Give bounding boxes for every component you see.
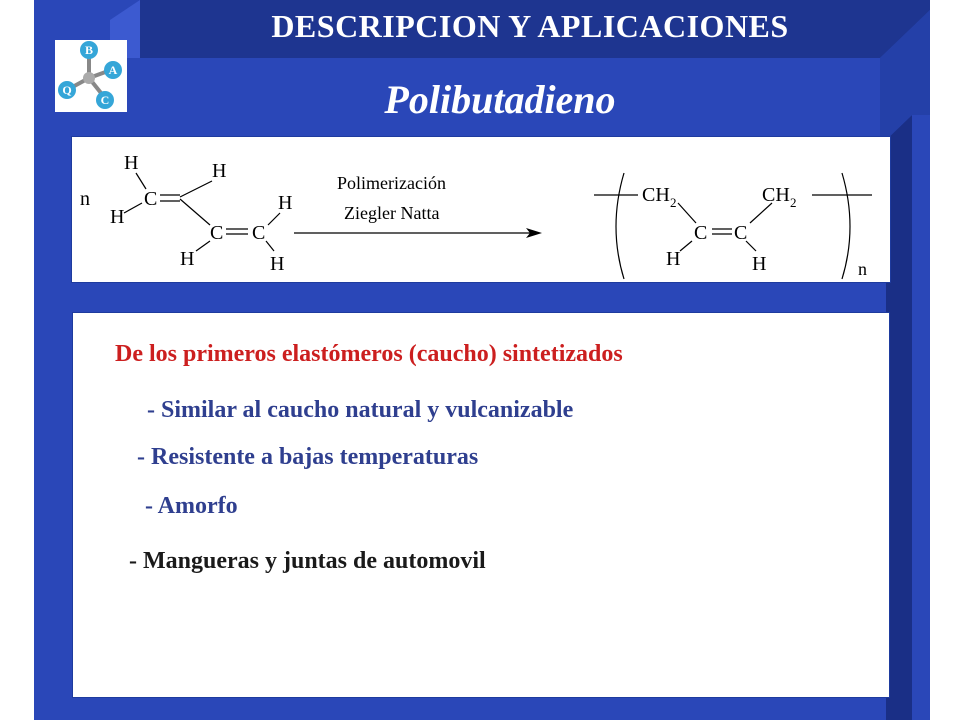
atom-h: H [212,160,227,182]
atom-c: C [144,188,158,210]
atom-h: H [270,253,285,275]
group-ch2: CH [642,184,670,206]
logo-letter-c: C [100,93,110,107]
slide-title: Polibutadieno [384,77,616,122]
atom-h: H [180,248,195,270]
monomer-coefficient: n [80,188,90,210]
atom-h: H [666,248,681,270]
atom-h: H [278,192,293,214]
section-header-title: DESCRIPCION Y APLICACIONES [271,8,789,44]
bullet-item: - Mangueras y juntas de automovil [129,548,486,574]
reaction-arrow [294,228,542,238]
logo-letter-q: Q [62,83,72,97]
atom-h: H [110,206,125,228]
subscript-2: 2 [670,195,677,210]
group-ch2: CH [762,184,790,206]
content-heading: De los primeros elastómeros (caucho) sintetizados [115,341,623,367]
atom-c: C [734,222,748,244]
atom-h: H [752,253,767,275]
content-panel [72,312,890,698]
polymer-subscript-n: n [858,259,867,279]
reaction-scheme [71,136,891,283]
atom-c: C [694,222,708,244]
reaction-condition-1: Polimerización [337,173,446,193]
bullet-item: - Amorfo [145,493,238,519]
atom-h: H [124,152,139,174]
bacq-logo [55,40,127,112]
logo-letter-b: B [84,43,94,57]
atom-c: C [210,222,224,244]
logo-letter-a: A [108,63,118,77]
bullet-item: - Resistente a bajas temperaturas [137,444,479,470]
atom-c: C [252,222,266,244]
subscript-2: 2 [790,195,797,210]
bullet-item: - Similar al caucho natural y vulcanizable [147,397,574,423]
reaction-condition-2: Ziegler Natta [344,203,440,223]
